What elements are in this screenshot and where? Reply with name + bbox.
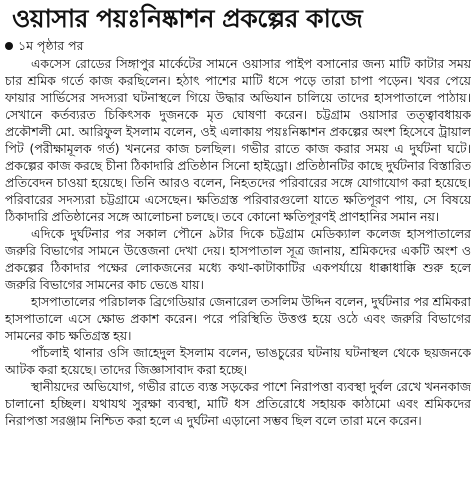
paragraph: একসেস রোডের সিঙ্গাপুর মার্কেটের সামনে ওয়াসার পাইপ বসানোর জন্য মাটি কাটার সময় চার শ্রমিক গর্তে কাজ করছিলেন। হঠাৎ পাশের মাটি ধসে পড়ে তারা চাপা পড়েন। খবর পেয়ে ফায়ার সার্ভিসের সদস্যরা ঘটনাস্থলে গিয়ে উদ্ধার অভিযান চালিয়ে তাদের হাসপাতালে পাঠায়। সেখানে কর্তব্যরত চিকিৎসক দুজনকে মৃত ঘোষণা করেন। চট্টগ্রাম ওয়াসার তত্ত্বাবধায়ক প্রকৌশলী মো. আরিফুল ইসলাম বলেন, ওই এলাকায় পয়ঃনিষ্কাশন প্রকল্পের অংশ হিসেবে ট্রায়াল পিট (পরীক্ষামূলক গর্ত) খননের কাজ চলছিল। গভীর রাতে কাজ করার সময় এ দুর্ঘটনা ঘটে। প্রকল্পের কাজ করছে চীনা ঠিকাদারি প্রতিষ্ঠান সিনো হাইড্রো। প্রতিষ্ঠানটির কাছে দুর্ঘটনার বিস্তারিত প্রতিবেদন চাওয়া হয়েছে। তিনি আরও বলেন, নিহতদের পরিবারের সঙ্গে যোগাযোগ করা হয়েছে। পরিবারের সদস্যরা চট্টগ্রামে এসেছেন। ক্ষতিগ্রস্ত পরিবারগুলো যাতে ক্ষতিপূরণ পায়, সে বিষয়ে ঠিকাদারি প্রতিষ্ঠানের সঙ্গে আলোচনা চলছে। তবে কোনো ক্ষতিপূরণই প্রাণহানির সমান নয়। bbox=[5, 56, 471, 224]
paragraph: পাঁচলাই থানার ওসি জাহেদুল ইসলাম বলেন, ভাঙচুরের ঘটনায় ঘটনাস্থল থেকে ছয়জনকে আটক করা হয়েছে। তাদের জিজ্ঞাসাবাদ করা হচ্ছে। bbox=[5, 345, 471, 377]
article-body bbox=[5, 55, 471, 481]
headline: ওয়াসার পয়ঃনিষ্কাশন প্রকল্পের কাজে bbox=[12, 4, 363, 33]
continued-from-label bbox=[5, 38, 84, 54]
continued-from-text: ১ম পৃষ্ঠার পর bbox=[18, 38, 84, 53]
paragraph: স্থানীয়দের অভিযোগ, গভীর রাতে ব্যস্ত সড়কের পাশে নিরাপত্তা ব্যবস্থা দুর্বল রেখে খননকাজ চালানো হচ্ছিল। যথাযথ সুরক্ষা ব্যবস্থা, মাটি ধস প্রতিরোধে সহায়ক কাঠামো এবং শ্রমিকদের নিরাপত্তা সরঞ্জাম নিশ্চিত করা হলে এ দুর্ঘটনা এড়ানো সম্ভব ছিল বলে তারা মনে করেন। bbox=[5, 379, 471, 428]
paragraph: হাসপাতালের পরিচালক ব্রিগেডিয়ার জেনারেল তসলিম উদ্দিন বলেন, দুর্ঘটনার পর শ্রমিকরা হাসপাতালে এসে ক্ষোভ প্রকাশ করেন। পরে পরিস্থিতি উত্তপ্ত হয়ে ওঠে এবং জরুরি বিভাগের সামনের কাচ ক্ষতিগ্রস্ত হয়। bbox=[5, 294, 471, 343]
paragraph: এদিকে দুর্ঘটনার পর সকাল পৌনে ৯টার দিকে চট্টগ্রাম মেডিক্যাল কলেজ হাসপাতালের জরুরি বিভাগের সামনে উত্তেজনা দেখা দেয়। হাসপাতাল সূত্র জানায়, শ্রমিকদের একটি অংশ ও প্রকল্পের ঠিকাদার পক্ষের লোকজনের মধ্যে কথা-কাটাকাটির একপর্যায়ে ধাক্কাধাক্কি শুরু হলে জরুরি বিভাগের সামনের কাচ ভেঙে যায়। bbox=[5, 226, 471, 292]
bullet-icon bbox=[5, 42, 13, 50]
